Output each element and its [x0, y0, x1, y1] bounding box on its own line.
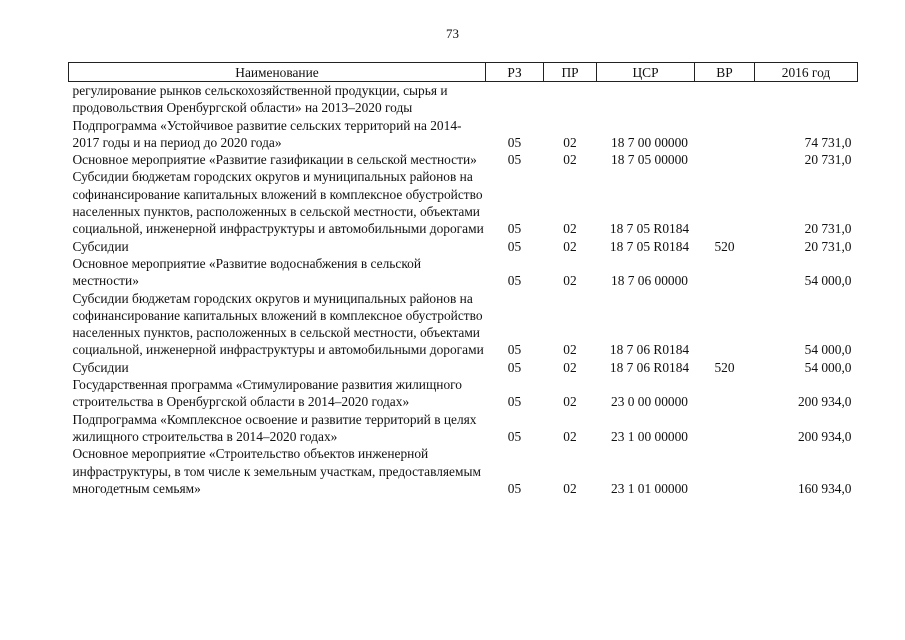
table-row [69, 376, 858, 411]
row-name: Подпрограмма «Комплексное освоение и развитие территорий в целях жилищного строительства в 2014–2020 годах» [72, 411, 477, 444]
row-pr [544, 82, 597, 117]
row-year: 54 000,0 [804, 342, 852, 358]
row-rz: 05 [507, 342, 522, 358]
table-row [69, 445, 858, 497]
row-rz: 05 [507, 480, 522, 496]
row-pr: 02 [563, 152, 577, 168]
row-year: 200 934,0 [797, 394, 852, 410]
row-rz: 05 [507, 394, 522, 410]
row-rz: 05 [507, 238, 522, 254]
table-row [69, 151, 858, 168]
row-pr: 02 [563, 359, 577, 375]
row-csr: 18 7 05 R0184 [609, 221, 690, 237]
row-year [755, 82, 858, 117]
row-csr [597, 82, 695, 117]
row-csr: 18 7 06 00000 [611, 273, 688, 289]
row-pr: 02 [563, 221, 577, 237]
row-pr: 02 [563, 480, 577, 496]
row-csr: 18 7 06 R0184 [609, 342, 690, 358]
row-name: Основное мероприятие «Развитие газификации в сельской местности» [72, 152, 477, 168]
row-rz: 05 [507, 428, 522, 444]
row-name: Субсидии бюджетам городских округов и муниципальных районов на софинансирование капитальных вложений в комплексное обустройство населенных пунктов, расположенных в сельской местности, объектами социальной, инженерной инфраструктуры и автомобильными дорогами [72, 290, 484, 358]
table-row [69, 359, 858, 376]
table-row [69, 238, 858, 255]
row-vr [695, 82, 755, 117]
row-vr [695, 290, 755, 359]
row-csr: 18 7 06 R0184 [609, 359, 690, 375]
row-name: Субсидии [72, 359, 129, 375]
header-vr: ВР [695, 63, 755, 82]
row-rz: 05 [507, 134, 522, 150]
row-csr: 23 0 00 00000 [611, 394, 688, 410]
budget-table [68, 62, 858, 497]
row-name: Субсидии бюджетам городских округов и муниципальных районов на софинансирование капитальных вложений в комплексное обустройство населенных пунктов, расположенных в сельской местности, объектами социальной, инженерной инфраструктуры и автомобильными дорогами [72, 169, 484, 237]
header-csr: ЦСР [597, 63, 695, 82]
row-rz: 05 [507, 359, 522, 375]
row-year: 20 731,0 [804, 238, 852, 254]
header-pr: ПР [544, 63, 597, 82]
row-name: Подпрограмма «Устойчивое развитие сельских территорий на 2014-2017 годы и на период до 2020 года» [72, 117, 462, 150]
table-row [69, 290, 858, 359]
row-name: Основное мероприятие «Развитие водоснабжения в сельской местности» [72, 255, 422, 289]
row-vr [695, 168, 755, 237]
row-year: 20 731,0 [804, 152, 852, 168]
row-rz: 05 [507, 221, 522, 237]
row-vr [695, 117, 755, 152]
row-vr [695, 376, 755, 411]
row-rz [486, 82, 544, 117]
row-pr: 02 [563, 238, 577, 254]
header-name: Наименование [69, 63, 486, 82]
row-vr: 520 [714, 359, 735, 375]
row-year: 74 731,0 [804, 134, 852, 150]
table-row [69, 117, 858, 152]
page-number: 73 [446, 26, 459, 41]
row-pr: 02 [563, 342, 577, 358]
table-row [69, 82, 858, 117]
row-vr [695, 151, 755, 168]
row-year: 20 731,0 [804, 221, 852, 237]
row-year: 54 000,0 [804, 273, 852, 289]
row-name: Основное мероприятие «Строительство объектов инженерной инфраструктуры, в том числе к земельным участкам, предоставляемым многодетным семьям» [72, 446, 481, 496]
row-name: Субсидии [72, 238, 129, 254]
row-year: 200 934,0 [797, 428, 852, 444]
header-rz: РЗ [486, 63, 544, 82]
row-name: Государственная программа «Стимулирование развития жилищного строительства в Оренбургской области в 2014–2020 годах» [72, 377, 462, 410]
row-csr: 23 1 00 00000 [611, 428, 688, 444]
row-vr [695, 411, 755, 446]
table-row [69, 255, 858, 290]
row-vr [695, 445, 755, 497]
row-pr: 02 [563, 394, 577, 410]
row-name: регулирование рынков сельскохозяйственной продукции, сырья и продовольствия Оренбургской области» на 2013–2020 годы [72, 83, 448, 116]
row-csr: 18 7 05 R0184 [609, 238, 690, 254]
row-csr: 18 7 05 00000 [611, 152, 688, 168]
row-pr: 02 [563, 428, 577, 444]
table-row [69, 168, 858, 237]
header-year: 2016 год [755, 63, 858, 82]
table-row [69, 411, 858, 446]
row-csr: 23 1 01 00000 [611, 480, 688, 496]
row-vr: 520 [714, 238, 735, 254]
row-year: 160 934,0 [797, 480, 852, 496]
row-csr: 18 7 00 00000 [611, 134, 688, 150]
row-pr: 02 [563, 273, 577, 289]
table-header-row [69, 63, 858, 82]
row-pr: 02 [563, 134, 577, 150]
row-rz: 05 [507, 152, 522, 168]
row-rz: 05 [507, 273, 522, 289]
row-vr [695, 255, 755, 290]
row-year: 54 000,0 [804, 359, 852, 375]
